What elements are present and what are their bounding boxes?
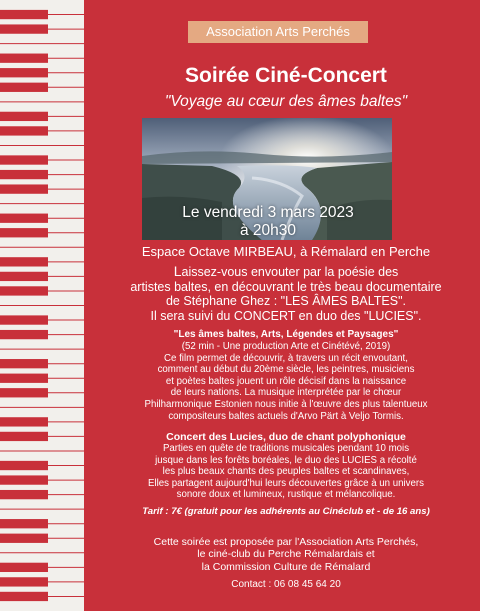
piano-black-key xyxy=(0,519,48,528)
organizers-credit xyxy=(100,536,472,573)
film-line: (52 min - Une production Arte et Cinétévé, 2019) xyxy=(181,341,391,352)
intro-line-1 xyxy=(100,264,472,280)
piano-black-key xyxy=(0,24,48,33)
piano-black-key xyxy=(0,461,48,470)
concert-line: les plus beaux chants des peuples baltes et scandinaves, xyxy=(162,466,410,478)
film-line: et poètes baltes jouent un rôle décisif dans la naissance xyxy=(165,375,407,387)
piano-black-key xyxy=(0,330,48,339)
association-badge: Association Arts Perchés xyxy=(188,21,368,43)
piano-black-key xyxy=(0,126,48,135)
piano-black-key xyxy=(0,475,48,484)
event-title: Soirée Ciné-Concert xyxy=(185,64,387,87)
piano-black-key xyxy=(0,577,48,586)
event-date-time: à 20h30 xyxy=(239,222,297,239)
piano-black-key xyxy=(0,68,48,77)
event-subtitle: "Voyage au cœur des âmes baltes" xyxy=(164,93,408,110)
piano-black-key xyxy=(0,112,48,121)
film-line: Ce film permet de découvrir, à travers un récit envoutant, xyxy=(164,352,408,364)
piano-keyboard-decoration xyxy=(0,0,88,611)
piano-black-key xyxy=(0,374,48,383)
intro-line-3: de Stéphane Ghez : "LES ÂMES BALTES". xyxy=(165,294,407,308)
price-detail: (gratuit pour les adhérents au Cinéclub et - de 16 ans) xyxy=(181,506,430,517)
piano-black-key xyxy=(0,286,48,295)
piano-black-key xyxy=(0,534,48,543)
piano-black-key xyxy=(0,272,48,281)
piano-black-key xyxy=(0,257,48,266)
film-line: de leurs nations. La musique interprétée par le chœur xyxy=(170,387,402,399)
credit-line: le ciné-club du Perche Rémalardais et xyxy=(197,548,375,561)
piano-black-key xyxy=(0,563,48,572)
film-description xyxy=(100,341,472,422)
film-line: compositeurs baltes actuels d'Arvo Pärt à Veljo Tormis. xyxy=(168,410,404,422)
price-info xyxy=(100,506,472,517)
piano-black-key xyxy=(0,490,48,499)
credit-line: Cette soirée est proposée par l'Association Arts Perchés, xyxy=(153,536,419,548)
piano-black-key xyxy=(0,359,48,368)
contact-phone: Contact : 06 08 45 64 20 xyxy=(231,579,341,590)
piano-black-key xyxy=(0,155,48,164)
piano-black-key xyxy=(0,228,48,237)
piano-black-key xyxy=(0,592,48,601)
film-title: "Les âmes baltes, Arts, Légendes et Paysages" xyxy=(173,329,399,340)
piano-black-key xyxy=(0,214,48,223)
intro-line-1-text: aissez-vous envouter par la poésie des xyxy=(181,265,399,279)
intro-drop-cap: L xyxy=(173,263,182,279)
piano-black-key xyxy=(0,432,48,441)
piano-black-key xyxy=(0,388,48,397)
film-line: Philharmonique Estonien nous initie à l'œuvre des plus talentueux xyxy=(144,398,428,410)
credit-line: la Commission Culture de Rémalard xyxy=(201,560,371,573)
piano-black-key xyxy=(0,54,48,63)
piano-black-key xyxy=(0,83,48,92)
piano-black-key xyxy=(0,10,48,19)
event-date-day: Le vendredi 3 mars 2023 xyxy=(182,204,354,221)
intro-line-2: artistes baltes, en découvrant le très beau documentaire xyxy=(130,279,442,294)
piano-black-key xyxy=(0,170,48,179)
piano-edge xyxy=(84,0,88,611)
intro-line-4: Il sera suivi du CONCERT en duo des "LUCIES". xyxy=(150,308,422,323)
piano-black-key xyxy=(0,417,48,426)
concert-line: jusque dans les forêts boréales, le duo des LUCIES a récolté xyxy=(155,454,417,466)
intro-paragraph xyxy=(100,264,472,323)
concert-line: sonore doux et lumineux, rustique et mélancolique. xyxy=(176,489,396,501)
piano-black-key xyxy=(0,315,48,324)
event-date xyxy=(140,204,396,240)
price-label: Tarif : 7€ xyxy=(142,506,182,517)
film-line: comment au début du 20ème siècle, les peintres, musiciens xyxy=(157,364,415,376)
concert-description xyxy=(100,443,472,501)
concert-line: Parties en quête de traditions musicales pendant 10 mois xyxy=(162,443,410,454)
concert-line: Elles partagent aujourd'hui leurs découvertes grâce à un univers xyxy=(148,477,424,489)
concert-title: Concert des Lucies, duo de chant polyphonique xyxy=(166,431,406,443)
event-venue: Espace Octave MIRBEAU, à Rémalard en Perche xyxy=(141,244,431,259)
piano-black-key xyxy=(0,184,48,193)
